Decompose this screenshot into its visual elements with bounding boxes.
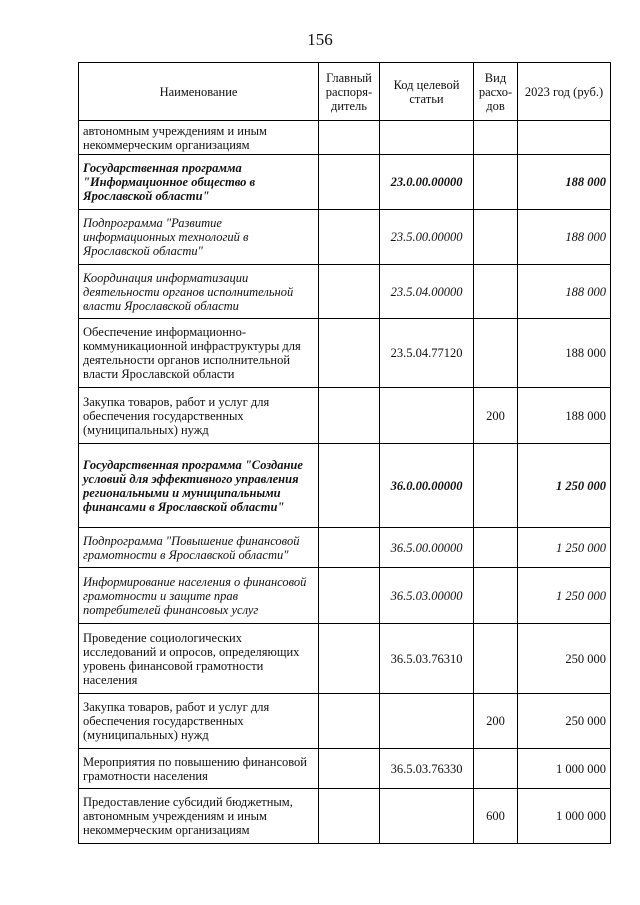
cell-code: 23.5.04.77120	[380, 319, 474, 388]
cell-admin	[319, 210, 380, 265]
table-row	[79, 789, 611, 844]
table-row	[79, 568, 611, 624]
cell-type: 200	[474, 388, 518, 444]
cell-type	[474, 319, 518, 388]
cell-code: 36.5.03.76310	[380, 624, 474, 694]
cell-amount: 1 250 000	[518, 528, 611, 568]
table-row	[79, 121, 611, 155]
cell-amount: 188 000	[518, 319, 611, 388]
cell-code	[380, 789, 474, 844]
cell-admin	[319, 749, 380, 789]
cell-amount: 188 000	[518, 265, 611, 319]
header-code: Код целевой статьи	[380, 63, 474, 121]
cell-admin	[319, 528, 380, 568]
table-row	[79, 388, 611, 444]
cell-name: Государственная программа "Создание условий для эффективного управления региональными и муниципальными финансами в Ярославской области"	[79, 444, 319, 528]
table-row	[79, 210, 611, 265]
cell-type	[474, 528, 518, 568]
cell-admin	[319, 694, 380, 749]
cell-type	[474, 210, 518, 265]
header-admin: Главный распоря-дитель	[319, 63, 380, 121]
cell-code: 36.5.03.76330	[380, 749, 474, 789]
cell-amount: 1 000 000	[518, 749, 611, 789]
cell-amount: 1 000 000	[518, 789, 611, 844]
cell-amount: 1 250 000	[518, 568, 611, 624]
cell-name: Проведение социологических исследований и опросов, определяющих уровень финансовой грамотности населения	[79, 624, 319, 694]
cell-admin	[319, 789, 380, 844]
cell-name: Обеспечение информационно-коммуникационной инфраструктуры для деятельности органов исполнительной власти Ярославской области	[79, 319, 319, 388]
cell-admin	[319, 121, 380, 155]
cell-name: Закупка товаров, работ и услуг для обеспечения государственных (муниципальных) нужд	[79, 694, 319, 749]
cell-type	[474, 155, 518, 210]
cell-amount: 188 000	[518, 155, 611, 210]
cell-amount	[518, 121, 611, 155]
cell-type	[474, 265, 518, 319]
cell-name: Предоставление субсидий бюджетным, автономным учреждениям и иным некоммерческим организациям	[79, 789, 319, 844]
cell-admin	[319, 444, 380, 528]
cell-name: Мероприятия по повышению финансовой грамотности населения	[79, 749, 319, 789]
header-type: Вид расхо-дов	[474, 63, 518, 121]
cell-type: 200	[474, 694, 518, 749]
cell-admin	[319, 265, 380, 319]
cell-code: 23.5.00.00000	[380, 210, 474, 265]
cell-name: Подпрограмма "Развитие информационных технологий в Ярославской области"	[79, 210, 319, 265]
table-row	[79, 155, 611, 210]
table-row	[79, 528, 611, 568]
header-name: Наименование	[79, 63, 319, 121]
cell-amount: 188 000	[518, 388, 611, 444]
cell-code: 36.0.00.00000	[380, 444, 474, 528]
cell-admin	[319, 155, 380, 210]
table-row	[79, 749, 611, 789]
cell-code: 23.0.00.00000	[380, 155, 474, 210]
cell-name: Подпрограмма "Повышение финансовой грамотности в Ярославской области"	[79, 528, 319, 568]
cell-amount: 1 250 000	[518, 444, 611, 528]
header-amount: 2023 год (руб.)	[518, 63, 611, 121]
table-row	[79, 694, 611, 749]
cell-admin	[319, 319, 380, 388]
cell-admin	[319, 388, 380, 444]
cell-code: 36.5.03.00000	[380, 568, 474, 624]
table-row	[79, 265, 611, 319]
budget-table	[78, 62, 611, 844]
cell-type	[474, 121, 518, 155]
cell-code: 36.5.00.00000	[380, 528, 474, 568]
table-row	[79, 624, 611, 694]
cell-name: автономным учреждениям и иным некоммерческим организациям	[79, 121, 319, 155]
cell-name: Координация информатизации деятельности органов исполнительной власти Ярославской области	[79, 265, 319, 319]
cell-type	[474, 624, 518, 694]
cell-type	[474, 568, 518, 624]
table-row	[79, 319, 611, 388]
cell-amount: 188 000	[518, 210, 611, 265]
cell-code: 23.5.04.00000	[380, 265, 474, 319]
cell-type: 600	[474, 789, 518, 844]
cell-amount: 250 000	[518, 694, 611, 749]
cell-admin	[319, 568, 380, 624]
cell-code	[380, 694, 474, 749]
cell-name: Закупка товаров, работ и услуг для обеспечения государственных (муниципальных) нужд	[79, 388, 319, 444]
cell-name: Информирование населения о финансовой грамотности и защите прав потребителей финансовых услуг	[79, 568, 319, 624]
cell-admin	[319, 624, 380, 694]
cell-code	[380, 121, 474, 155]
cell-amount: 250 000	[518, 624, 611, 694]
cell-type	[474, 444, 518, 528]
table-row	[79, 444, 611, 528]
table-body	[79, 121, 611, 844]
cell-name: Государственная программа "Информационное общество в Ярославской области"	[79, 155, 319, 210]
page-number: 156	[307, 30, 333, 49]
cell-type	[474, 749, 518, 789]
cell-code	[380, 388, 474, 444]
table-header-row	[79, 63, 611, 121]
